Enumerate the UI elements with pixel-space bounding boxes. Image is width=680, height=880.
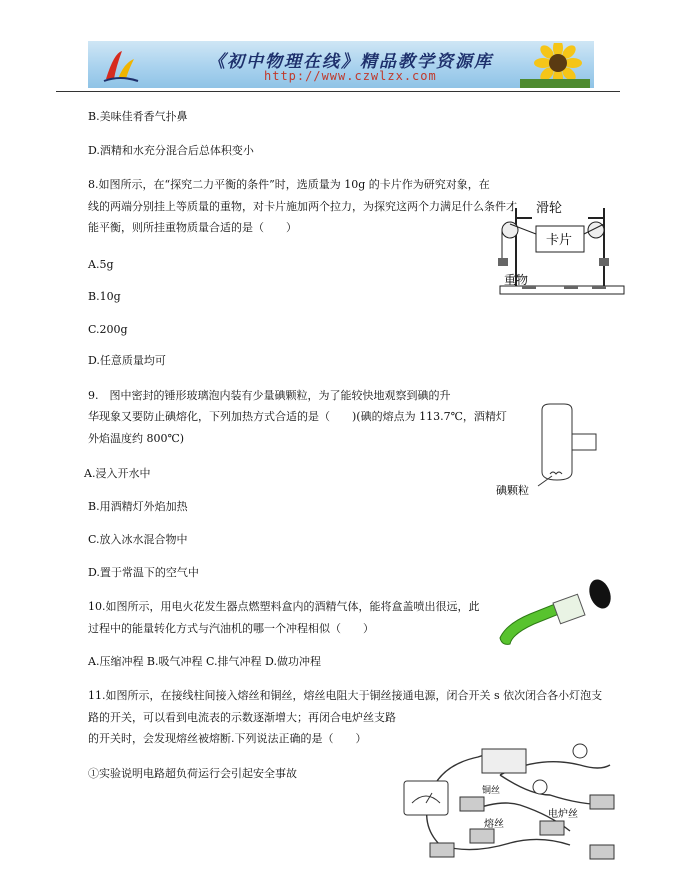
q8-line-1: 8.如图所示，在“探究二力平衡的条件”时，选质量为 10g 的卡片作为研究对象，在 — [88, 178, 490, 191]
q9-line-1: 9. 图中密封的锤形玻璃泡内装有少量碘颗粒，为了能较快地观察到碘的升 — [88, 389, 451, 402]
option-b-prev: B.美味佳肴香气扑鼻 — [88, 110, 188, 123]
bulb-icon — [573, 744, 587, 758]
q11-line-3: 的开关时，会发现熔丝被熔断.下列说法正确的是（ ） — [88, 732, 367, 745]
banner-title: 《初中物理在线》精品教学资源库 — [208, 52, 493, 72]
q11-statement-1: ①实验说明电路超负荷运行会引起安全事故 — [88, 767, 297, 780]
option-d-prev: D.酒精和水充分混合后总体积变小 — [88, 144, 254, 157]
pulley-label: 滑轮 — [536, 200, 563, 215]
q11-figure — [400, 735, 628, 865]
q9-line-2: 华现象又要防止碘熔化，下列加热方式合适的是（ )(碘的熔点为 113.7℃，酒精灯 — [88, 410, 507, 423]
stove-label: 电炉丝 — [548, 809, 578, 820]
header-banner — [88, 41, 594, 88]
weight-label: 重物 — [504, 273, 529, 287]
q8-line-2: 线的两端分别挂上等质量的重物，对卡片施加两个拉力，为探究这两个力满足什么条件才 — [88, 200, 517, 213]
q8-line-3: 能平衡，则所挂重物质量合适的是（ ） — [88, 221, 297, 234]
logo-icon — [100, 45, 140, 85]
q9-option-c: C.放入冰水混合物中 — [88, 533, 188, 546]
q11-line-2: 路的开关，可以看到电流表的示数逐渐增大；再闭合电炉丝支路 — [88, 711, 396, 724]
sunflower-icon — [520, 43, 590, 88]
header-rule — [56, 91, 620, 92]
q8-figure — [496, 196, 628, 306]
q8-option-b: B.10g — [88, 290, 121, 303]
q9-option-b: B.用酒精灯外焰加热 — [88, 500, 188, 513]
ammeter-icon — [404, 781, 448, 815]
q8-option-c: C.200g — [88, 323, 128, 336]
q9-figure — [494, 402, 604, 498]
bulb-icon — [533, 780, 547, 794]
pulley-right-icon — [588, 222, 604, 238]
cap-icon — [585, 576, 614, 611]
copper-label: 铜丝 — [482, 785, 501, 795]
q8-option-d: D.任意质量均可 — [88, 354, 166, 367]
q10-line-1: 10.如图所示，用电火花发生器点燃塑料盒内的酒精气体，能将盒盖喷出很远，此 — [88, 600, 480, 613]
q10-figure — [494, 572, 616, 648]
banner-url[interactable]: http://www.czwlzx.com — [264, 69, 437, 83]
q9-option-a: A.浸入开水中 — [84, 467, 151, 480]
fuse-label: 熔丝 — [484, 819, 504, 830]
q9-line-3: 外焰温度约 800℃) — [88, 432, 185, 445]
card-label: 卡片 — [546, 232, 573, 247]
q11-line-1: 11.如图所示，在接线柱间接入熔丝和铜丝，熔丝电阻大于铜丝接通电源，闭合开关 s 依次闭合各小灯泡支 — [88, 689, 603, 702]
iodine-label: 碘颗粒 — [496, 485, 529, 497]
power-supply-icon — [482, 749, 526, 773]
q10-line-2: 过程中的能量转化方式与汽油机的哪一个冲程相似（ ） — [88, 622, 374, 635]
q8-option-a: A.5g — [88, 258, 114, 271]
q9-option-d: D.置于常温下的空气中 — [88, 566, 199, 579]
q10-options: A.压缩冲程 B.吸气冲程 C.排气冲程 D.做功冲程 — [88, 655, 321, 668]
